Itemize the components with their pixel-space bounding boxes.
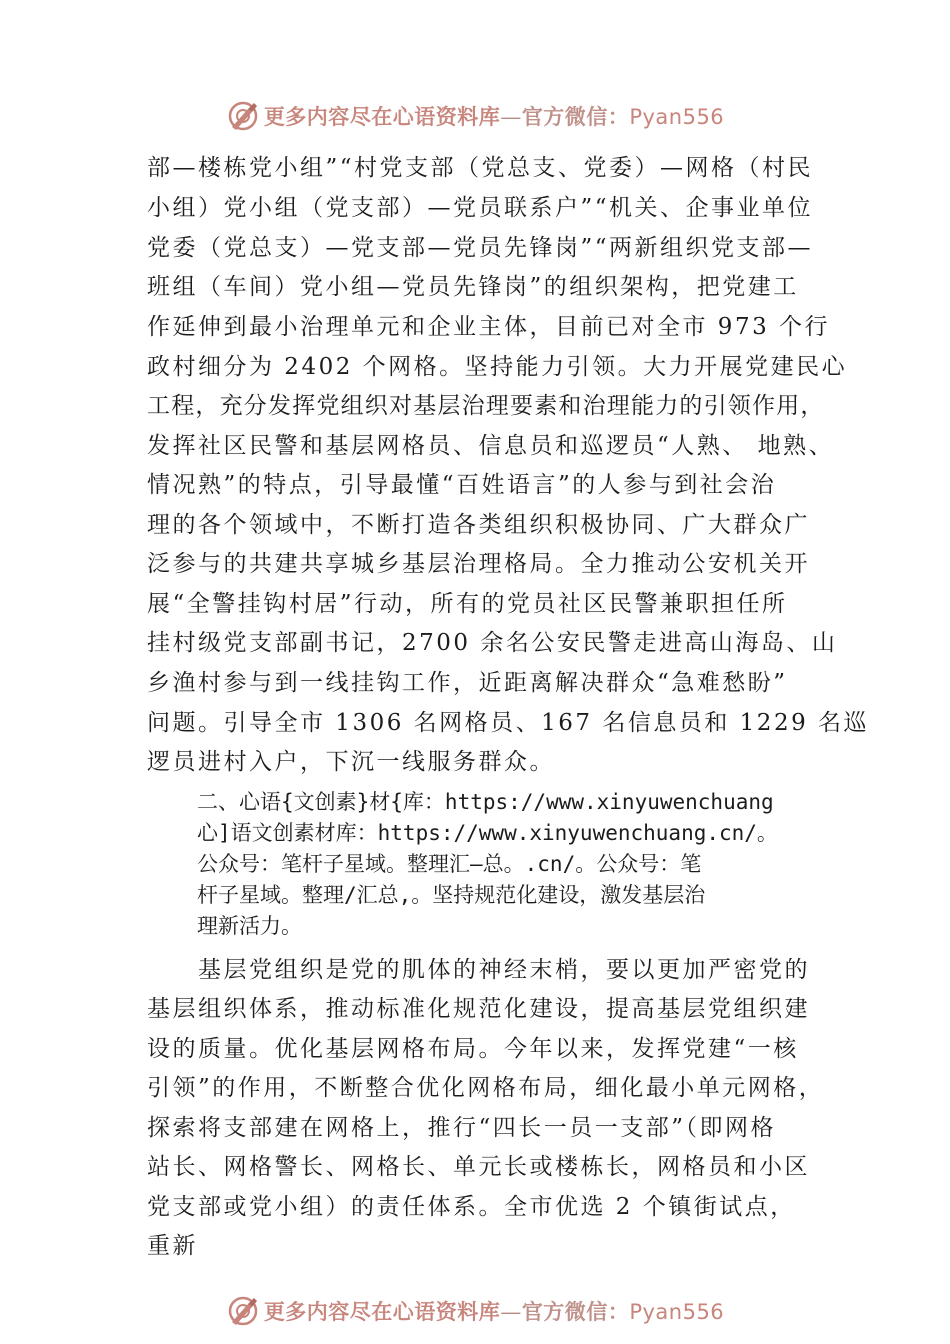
text-line: 小组）党小组（党支部）—党员联系户”“机关、企事业单位 [147,195,814,221]
text-line: 发挥社区民警和基层网格员、信息员和巡逻员“人熟、 地熟、 [147,433,835,459]
heading-line: 公众号：笔杆子星域。整理汇—总。.cn/。公众号：笔 [197,852,702,876]
text-line: 问题。引导全市 1306 名网格员、167 名信息员和 1229 名巡 [147,710,870,736]
text-line: 引领”的作用，不断整合优化网格布局，细化最小单元网格， [147,1075,825,1101]
text-line: 理的各个领域中，不断打造各类组织积极协同、广大群众广 [147,512,810,538]
watermark-text: 更多内容尽在心语资料库—官方微信：Pyan556 [263,104,725,129]
pen-logo-icon [226,1294,260,1328]
text-line: 部—楼栋党小组”“村党支部（党总支、党委）—网格（村民 [147,155,814,181]
text-line: 政村细分为 2402 个网格。坚持能力引领。大力开展党建民心 [147,354,848,380]
text-line: 党支部或党小组）的责任体系。全市优选 2 个镇街试点， [147,1194,796,1220]
text-line: 情况熟”的特点，引导最懂“百姓语言”的人参与到社会治 [147,472,777,498]
heading-line: 心]语文创素材库：https://www.xinyuwenchuang.cn/。 [197,821,778,845]
text-line: 作延伸到最小治理单元和企业主体，目前已对全市 973 个行 [147,314,831,340]
watermark-banner-bottom [0,1289,950,1333]
text-line: 工程，充分发挥党组织对基层治理要素和治理能力的引领作用， [147,393,825,419]
text-line: 党委（党总支）—党支部—党员先锋岗”“两新组织党支部— [147,235,814,261]
heading-line: 理新活力。 [197,914,302,938]
text-line: 挂村级党支部副书记，2700 余名公安民警走进高山海岛、山 [147,630,838,656]
text-line: 班组（车间）党小组—党员先锋岗”的组织架构，把党建工 [147,274,799,300]
heading-line: 二、心语{文创素}材{库：https://www.xinyuwenchuang [197,790,774,814]
text-line: 展“全警挂钩村居”行动，所有的党员社区民警兼职担任所 [147,591,788,617]
heading-line: 杆子星域。整理/汇总,。坚持规范化建设，激发基层治 [197,883,706,907]
text-line: 站长、网格警长、网格长、单元长或楼栋长，网格员和小区 [147,1154,810,1180]
text-line: 泛参与的共建共享城乡基层治理格局。全力推动公安机关开 [147,551,810,577]
text-line: 基层组织体系，推动标准化规范化建设，提高基层党组织建 [147,996,810,1022]
text-line: 重新 [147,1233,198,1259]
pen-logo-icon [226,99,260,133]
watermark-banner-top [0,94,950,138]
text-line: 基层党组织是党的肌体的神经末梢，要以更加严密党的 [147,957,810,983]
text-line: 逻员进村入户，下沉一线服务群众。 [147,749,555,775]
text-line: 乡渔村参与到一线挂钩工作，近距离解决群众“急难愁盼” [147,670,788,696]
watermark-text: 更多内容尽在心语资料库—官方微信：Pyan556 [263,1299,725,1324]
text-line: 设的质量。优化基层网格布局。今年以来，发挥党建“一核 [147,1036,799,1062]
text-line: 探索将支部建在网格上，推行“四长一员一支部”（即网格 [147,1115,777,1141]
